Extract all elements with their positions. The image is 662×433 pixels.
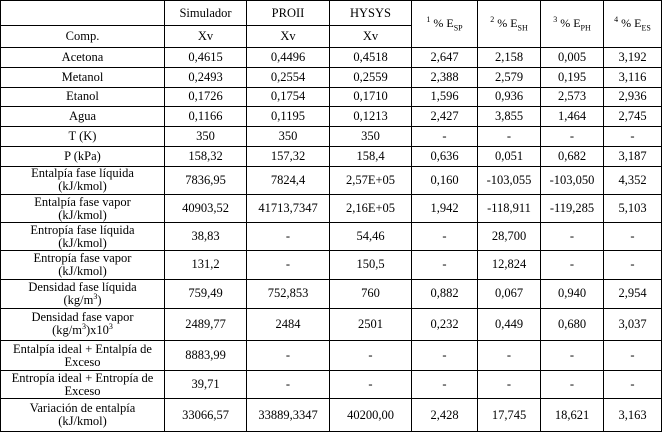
table-row — [1, 127, 662, 147]
table-cell: 0,195 — [541, 67, 604, 87]
table-cell: 2,388 — [412, 67, 478, 87]
table-cell: 350 — [247, 127, 330, 147]
table-cell: 40200,00 — [330, 399, 412, 432]
header-error-es: $^4$ % $E_{ES}$ — [604, 1, 662, 48]
header-error-sp: $^1$ % $E_{SP}$ — [412, 1, 478, 48]
table-cell: 2489,77 — [165, 308, 247, 340]
table-cell: 3,187 — [604, 147, 662, 167]
table-cell: - — [541, 341, 604, 371]
table-cell: -103,050 — [541, 166, 604, 194]
table-cell: 0,636 — [412, 147, 478, 167]
table-row — [1, 279, 662, 308]
table-row — [1, 147, 662, 167]
table-cell: 350 — [165, 127, 247, 147]
table-cell: - — [330, 341, 412, 371]
header-hysys: HYSYS — [330, 1, 412, 26]
table-cell: 0,936 — [478, 87, 541, 107]
table-cell: 39,71 — [165, 371, 247, 399]
table-cell: 2,954 — [604, 279, 662, 308]
header-xv-proii: Xv — [247, 26, 330, 48]
table-cell: 0,005 — [541, 47, 604, 67]
table-cell: - — [604, 223, 662, 251]
table-cell: 0,051 — [478, 147, 541, 167]
table-cell: 3,037 — [604, 308, 662, 340]
table-cell: 0,1754 — [247, 87, 330, 107]
table-cell: 0,940 — [541, 279, 604, 308]
table-cell: 0,682 — [541, 147, 604, 167]
table-cell: 2,427 — [412, 107, 478, 127]
table-cell: 33889,3347 — [247, 399, 330, 432]
table-cell: 0,067 — [478, 279, 541, 308]
row-label: Entalpía fase vapor (kJ/kmol) — [1, 194, 165, 222]
header-simulador: Simulador — [165, 1, 247, 26]
table-cell: 0,2559 — [330, 67, 412, 87]
table-cell: 5,103 — [604, 194, 662, 222]
table-cell: 0,1710 — [330, 87, 412, 107]
table-cell: 0,232 — [412, 308, 478, 340]
table-row — [1, 341, 662, 371]
row-label: Entalpía fase líquida (kJ/kmol) — [1, 166, 165, 194]
table-cell: 0,1213 — [330, 107, 412, 127]
table-cell: 7824,4 — [247, 166, 330, 194]
header-row-1 — [1, 1, 662, 26]
table-cell: 0,1195 — [247, 107, 330, 127]
table-cell: 2484 — [247, 308, 330, 340]
table-cell: 3,163 — [604, 399, 662, 432]
table-cell: 7836,95 — [165, 166, 247, 194]
table-cell: 2,745 — [604, 107, 662, 127]
table-cell: 752,853 — [247, 279, 330, 308]
table-cell: - — [412, 371, 478, 399]
table-cell: 759,49 — [165, 279, 247, 308]
table-cell: 0,4518 — [330, 47, 412, 67]
table-row — [1, 47, 662, 67]
table-cell: 0,680 — [541, 308, 604, 340]
header-error-sh: $^2$ % $E_{SH}$ — [478, 1, 541, 48]
table-row — [1, 371, 662, 399]
header-xv-hysys: Xv — [330, 26, 412, 48]
table-cell: 0,4615 — [165, 47, 247, 67]
table-cell: 12,824 — [478, 251, 541, 279]
table-cell: - — [247, 223, 330, 251]
table-cell: 0,2554 — [247, 67, 330, 87]
table-cell: - — [541, 127, 604, 147]
table-cell: 38,83 — [165, 223, 247, 251]
table-cell: 0,4496 — [247, 47, 330, 67]
table-cell: - — [247, 251, 330, 279]
table-cell: 1,942 — [412, 194, 478, 222]
row-label: Entropía ideal + Entropía de Exceso — [1, 371, 165, 399]
table-cell: 2,579 — [478, 67, 541, 87]
table-cell: 157,32 — [247, 147, 330, 167]
table-cell: 3,855 — [478, 107, 541, 127]
table-cell: 17,745 — [478, 399, 541, 432]
header-proii: PROII — [247, 1, 330, 26]
table-cell: - — [478, 371, 541, 399]
table-cell: 33066,57 — [165, 399, 247, 432]
table-row — [1, 308, 662, 340]
table-cell: - — [330, 371, 412, 399]
table-row — [1, 166, 662, 194]
row-label: Agua — [1, 107, 165, 127]
table-cell: 2,16E+05 — [330, 194, 412, 222]
table-cell: 18,621 — [541, 399, 604, 432]
row-label: P (kPa) — [1, 147, 165, 167]
header-xv-simulador: Xv — [165, 26, 247, 48]
table-cell: 0,1166 — [165, 107, 247, 127]
table-row — [1, 67, 662, 87]
table-cell: 760 — [330, 279, 412, 308]
row-label: Entropía fase líquida (kJ/kmol) — [1, 223, 165, 251]
row-label: Etanol — [1, 87, 165, 107]
table-cell: - — [478, 341, 541, 371]
table-cell: 158,4 — [330, 147, 412, 167]
table-cell: 0,1726 — [165, 87, 247, 107]
table-cell: - — [541, 371, 604, 399]
table-cell: - — [412, 251, 478, 279]
header-error-ph: $^3$ % $E_{PH}$ — [541, 1, 604, 48]
table-cell: -103,055 — [478, 166, 541, 194]
table-cell: 41713,7347 — [247, 194, 330, 222]
table-cell: - — [247, 341, 330, 371]
table-cell: 2,428 — [412, 399, 478, 432]
table-cell: 1,596 — [412, 87, 478, 107]
table-row — [1, 194, 662, 222]
table-row — [1, 107, 662, 127]
table-cell: 350 — [330, 127, 412, 147]
table-cell: - — [541, 251, 604, 279]
table-cell: 150,5 — [330, 251, 412, 279]
table-cell: 28,700 — [478, 223, 541, 251]
table-cell: 1,464 — [541, 107, 604, 127]
header-comp: Comp. — [1, 26, 165, 48]
table-cell: 40903,52 — [165, 194, 247, 222]
table-cell: 2,573 — [541, 87, 604, 107]
table-cell: 4,352 — [604, 166, 662, 194]
table-cell: -119,285 — [541, 194, 604, 222]
table-cell: - — [604, 341, 662, 371]
table-cell: 8883,99 — [165, 341, 247, 371]
row-label: T (K) — [1, 127, 165, 147]
table-cell: 0,160 — [412, 166, 478, 194]
row-label: Acetona — [1, 47, 165, 67]
table-cell: 2,158 — [478, 47, 541, 67]
row-label: Densidad fase vapor $(kg/m^3)x10^3$ — [1, 308, 165, 340]
row-label: Entropía fase vapor (kJ/kmol) — [1, 251, 165, 279]
table-cell: 158,32 — [165, 147, 247, 167]
table-cell: - — [247, 371, 330, 399]
table-cell: - — [412, 127, 478, 147]
table-row — [1, 87, 662, 107]
table-cell: -118,911 — [478, 194, 541, 222]
table-row — [1, 399, 662, 432]
table-cell: 2501 — [330, 308, 412, 340]
row-label: Metanol — [1, 67, 165, 87]
table-cell: 0,882 — [412, 279, 478, 308]
table-cell: - — [604, 127, 662, 147]
table-cell: 2,647 — [412, 47, 478, 67]
table-cell: 3,116 — [604, 67, 662, 87]
table-cell: 54,46 — [330, 223, 412, 251]
table-cell: 131,2 — [165, 251, 247, 279]
table-cell: - — [604, 371, 662, 399]
table-cell: - — [541, 223, 604, 251]
table-cell: - — [412, 223, 478, 251]
table-cell: - — [478, 127, 541, 147]
row-label: Densidad fase líquida $(kg/m^3)$ — [1, 279, 165, 308]
table-cell: 3,192 — [604, 47, 662, 67]
table-cell: 0,2493 — [165, 67, 247, 87]
table-cell: - — [604, 251, 662, 279]
row-label: Variación de entalpía (kJ/kmol) — [1, 399, 165, 432]
table-row — [1, 251, 662, 279]
header-empty-cell — [1, 1, 165, 26]
table-row — [1, 223, 662, 251]
row-label: Entalpía ideal + Entalpía de Exceso — [1, 341, 165, 371]
table-cell: 2,57E+05 — [330, 166, 412, 194]
table-cell: 2,936 — [604, 87, 662, 107]
table-cell: 0,449 — [478, 308, 541, 340]
table-cell: - — [412, 341, 478, 371]
